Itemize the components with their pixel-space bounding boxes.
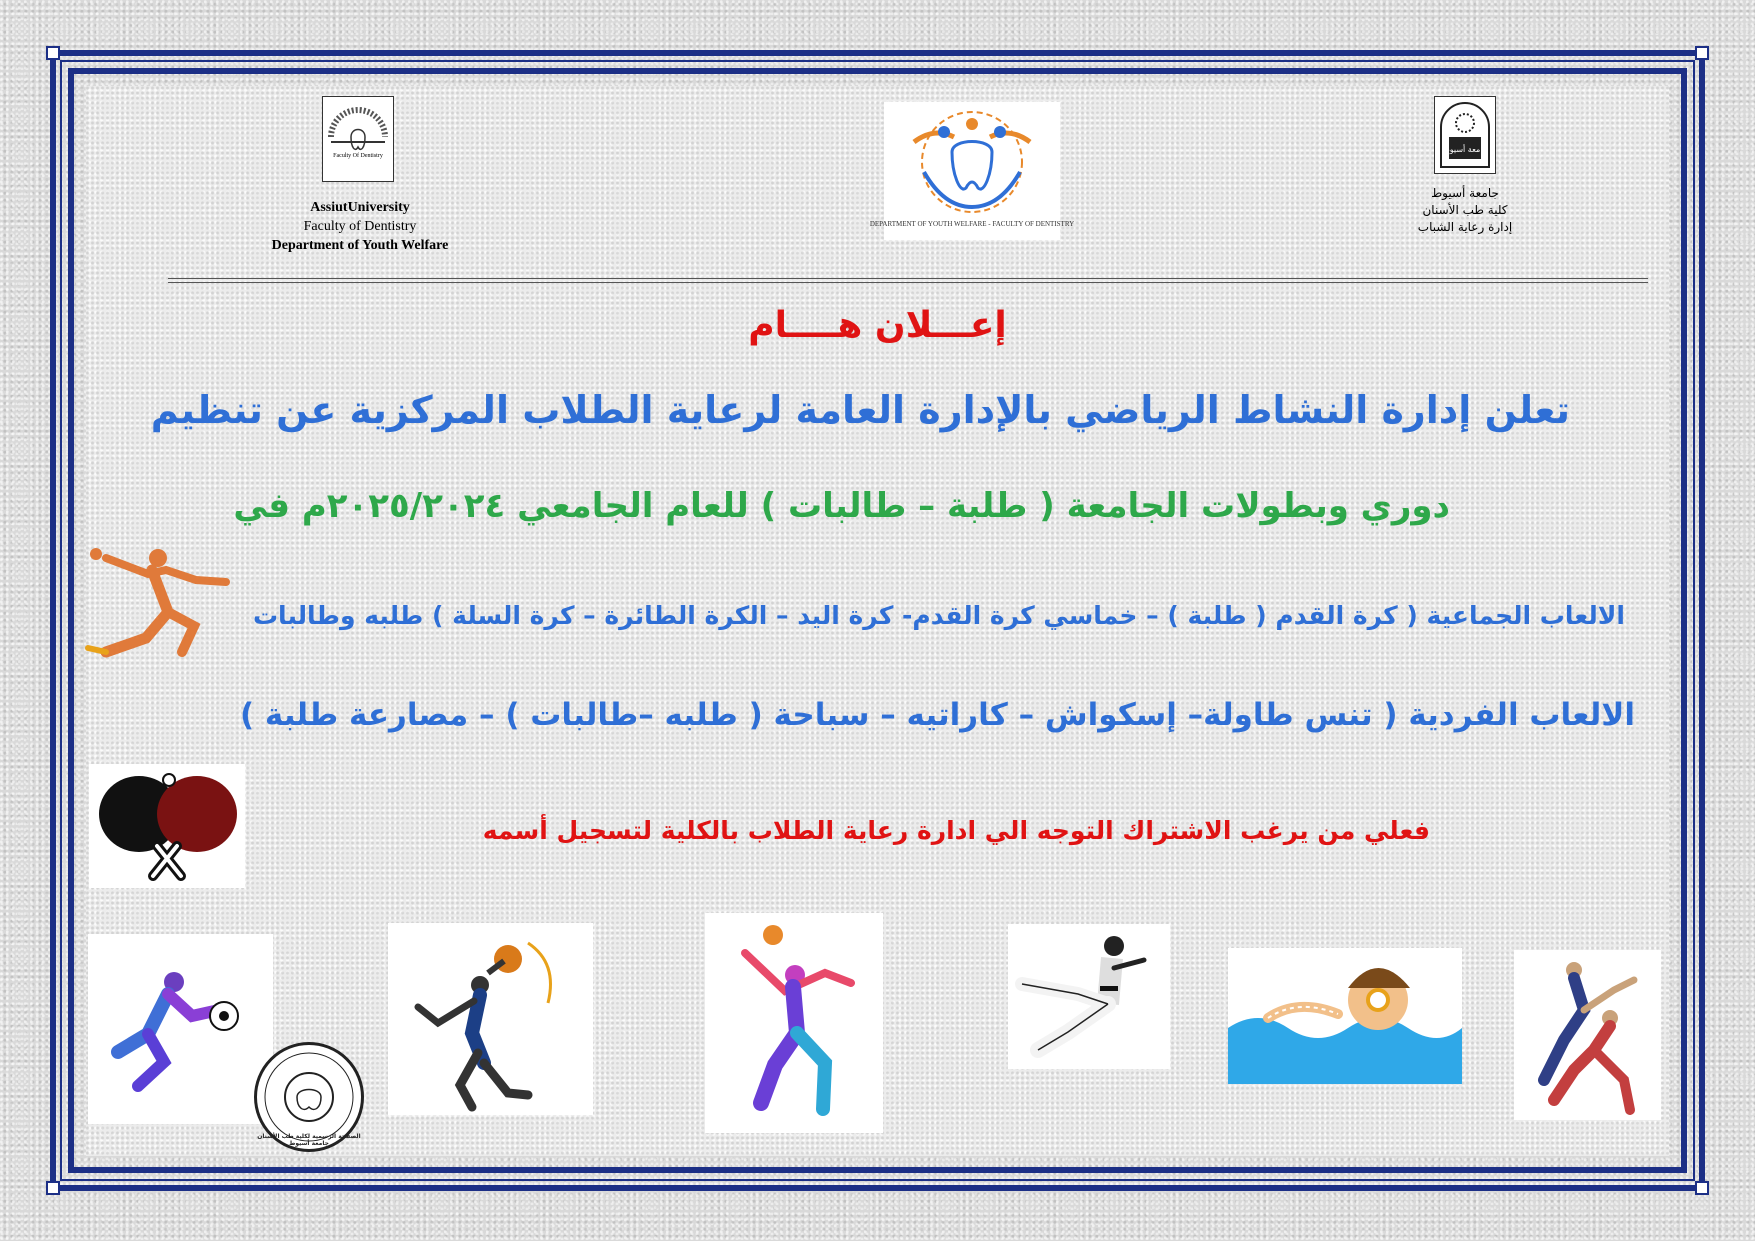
english-university-name: AssiutUniversity (310, 200, 410, 215)
registration-line: فعلي من يرغب الاشتراك التوجه الي ادارة رعاية الطلاب بالكلية لتسجيل أسمه (482, 816, 1430, 845)
english-department-name: Department of Youth Welfare (271, 238, 449, 253)
swimmer-icon (1228, 948, 1462, 1084)
frame-corner (46, 1181, 60, 1195)
table-tennis-image (89, 764, 245, 888)
announcement-line-2: دوري وبطولات الجامعة ( طلبة – طالبات ) للعام الجامعي ٢٠٢٥/٢٠٢٤م في (233, 486, 1450, 526)
arabic-department-name: إدارة رعاية الشباب (1417, 220, 1513, 234)
english-faculty-name: Faculty of Dentistry (303, 219, 417, 234)
faculty-logo-icon (323, 97, 393, 181)
frame-corner (1695, 1181, 1709, 1195)
faculty-logo-text: Faculty Of Dentistry (333, 153, 383, 159)
header-separator (168, 278, 1648, 283)
karate-kick-icon (1008, 924, 1170, 1069)
handball-player-icon (86, 540, 236, 660)
youth-welfare-logo (869, 102, 1075, 240)
stamp-text: الصفحة الرسمية لكلية طب الأسنان جامعة أسيوط (257, 1133, 361, 1147)
university-crest-icon (1435, 97, 1495, 173)
faculty-logo (322, 96, 394, 182)
official-stamp (254, 1042, 364, 1152)
basketball-player-image (388, 923, 593, 1115)
handball-player-image (86, 540, 236, 660)
arabic-university-name: جامعة أسيوط (1431, 186, 1499, 200)
wrestlers-icon (1514, 950, 1661, 1120)
university-logo-text: جامعة أسيوط (1442, 145, 1488, 154)
arabic-faculty-name: كلية طب الأسنان (1422, 203, 1508, 217)
table-tennis-paddles-icon (89, 764, 245, 888)
announcement-line-1: تعلن إدارة النشاط الرياضي بالإدارة العامة لرعاية الطلاب المركزية عن تنظيم (150, 388, 1570, 432)
soccer-player-image (88, 934, 273, 1124)
arabic-header (1390, 185, 1540, 236)
karate-image (1008, 924, 1170, 1069)
university-logo (1434, 96, 1496, 174)
soccer-player-icon (88, 934, 273, 1124)
team-games-line: الالعاب الجماعية ( كرة القدم ( طلبة ) – خماسي كرة القدم- كرة اليد – الكرة الطائرة – كرة السلة ) طلبه وطالبات (252, 601, 1625, 630)
swimmer-image (1228, 948, 1462, 1084)
english-header (230, 198, 490, 255)
individual-games-line: الالعاب الفردية ( تنس طاولة– إسكواش – كاراتيه – سباحة ( طلبه –طالبات ) – مصارعة طلبة ) (239, 697, 1635, 733)
frame-corner (46, 46, 60, 60)
wrestlers-image (1514, 950, 1661, 1120)
volleyball-player-image (705, 913, 883, 1133)
basketball-player-icon (388, 923, 593, 1115)
center-logo-text: DEPARTMENT OF YOUTH WELFARE - FACULTY OF DENTISTRY (869, 220, 1075, 228)
volleyball-player-icon (705, 913, 883, 1133)
announcement-title: إعـــلان هــــام (748, 305, 1007, 346)
tooth-logo-icon (869, 102, 1075, 240)
frame-corner (1695, 46, 1709, 60)
